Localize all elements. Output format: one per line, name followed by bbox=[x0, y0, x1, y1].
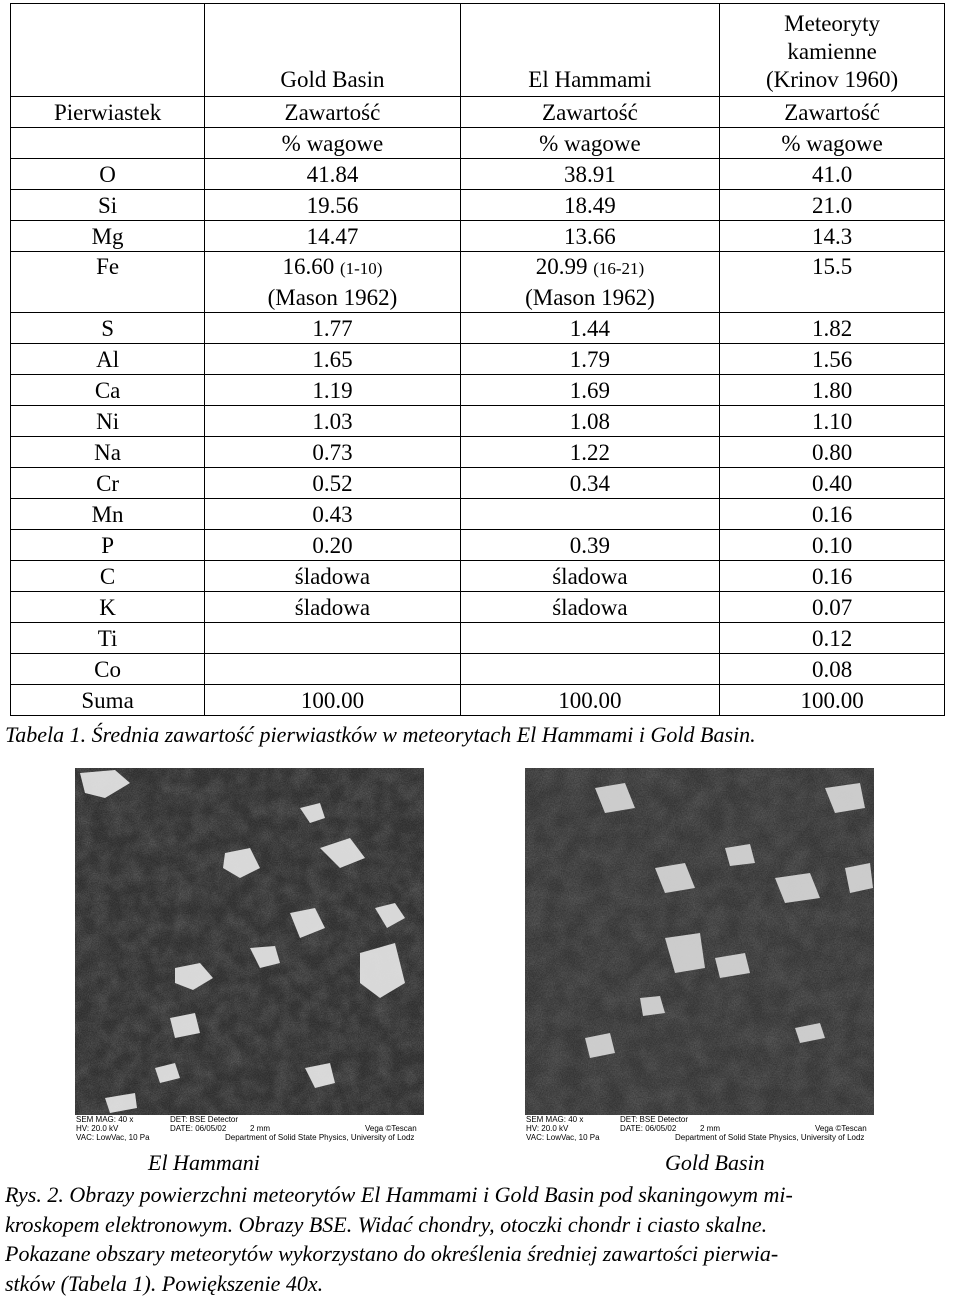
cell-hammami: 1.08 bbox=[460, 406, 719, 437]
sem-micrograph-right bbox=[525, 768, 874, 1143]
cell-element: C bbox=[11, 561, 205, 592]
table-row bbox=[11, 468, 945, 499]
cell-gold: 14.47 bbox=[205, 221, 461, 252]
sem-vac: VAC: LowVac, 10 Pa bbox=[526, 1133, 600, 1142]
cell-hammami bbox=[460, 654, 719, 685]
cell-gold bbox=[205, 654, 461, 685]
cell-gold: 0.20 bbox=[205, 530, 461, 561]
cell-krinov: 0.16 bbox=[720, 499, 945, 530]
sem-dept: Department of Solid State Physics, University of Lodz bbox=[225, 1133, 415, 1142]
table-row bbox=[11, 375, 945, 406]
table-header-row bbox=[11, 4, 945, 97]
cell-gold: 0.52 bbox=[205, 468, 461, 499]
sem-image-el-hammami bbox=[75, 768, 424, 1143]
cell-hammami: 1.22 bbox=[460, 437, 719, 468]
cell-element: Mg bbox=[11, 221, 205, 252]
sem-det: DET: BSE Detector bbox=[170, 1115, 239, 1124]
cell-krinov: 1.10 bbox=[720, 406, 945, 437]
subheader-unit-hammami: % wagowe bbox=[460, 128, 719, 159]
cell-krinov: 1.56 bbox=[720, 344, 945, 375]
sem-dept: Department of Solid State Physics, University of Lodz bbox=[675, 1133, 865, 1142]
cell-hammami: śladowa bbox=[460, 561, 719, 592]
figure-caption-line: Rys. 2. Obrazy powierzchni meteorytów El Hammami i Gold Basin pod skaningowym mi- bbox=[5, 1182, 793, 1207]
image-label-right: Gold Basin bbox=[665, 1150, 765, 1175]
cell-hammami bbox=[460, 499, 719, 530]
cell-hammami bbox=[460, 252, 719, 313]
table-caption: Tabela 1. Średnia zawartość pierwiastków w meteorytach El Hammami i Gold Basin. bbox=[5, 722, 756, 747]
cell-krinov: 0.08 bbox=[720, 654, 945, 685]
sem-info-bar-left bbox=[75, 1115, 424, 1143]
sem-scale: 2 mm bbox=[700, 1124, 720, 1133]
cell-element: K bbox=[11, 592, 205, 623]
table-row bbox=[11, 406, 945, 437]
cell-element: Mn bbox=[11, 499, 205, 530]
cell-element: Na bbox=[11, 437, 205, 468]
cell-krinov: 41.0 bbox=[720, 159, 945, 190]
sem-image-gold-basin bbox=[525, 768, 874, 1143]
header-krinov bbox=[720, 4, 945, 97]
cell-krinov: 14.3 bbox=[720, 221, 945, 252]
table-row bbox=[11, 190, 945, 221]
composition-table bbox=[10, 3, 945, 716]
table-row-fe bbox=[11, 252, 945, 313]
header-gold-basin: Gold Basin bbox=[205, 4, 461, 97]
sem-hv: HV: 20.0 kV bbox=[526, 1124, 569, 1133]
sem-mag: SEM MAG: 40 x bbox=[76, 1115, 134, 1124]
fe-hammami-ref: (Mason 1962) bbox=[525, 285, 655, 310]
sem-brand: Vega ©Tescan bbox=[815, 1124, 867, 1133]
sem-hv: HV: 20.0 kV bbox=[76, 1124, 119, 1133]
sem-date: DATE: 06/05/02 bbox=[170, 1124, 227, 1133]
cell-hammami: 18.49 bbox=[460, 190, 719, 221]
header-el-hammami: El Hammami bbox=[460, 4, 719, 97]
table-row bbox=[11, 654, 945, 685]
table-row bbox=[11, 530, 945, 561]
sem-scale: 2 mm bbox=[250, 1124, 270, 1133]
sem-det: DET: BSE Detector bbox=[620, 1115, 689, 1124]
subheader-row-unit bbox=[11, 128, 945, 159]
cell-element: Cr bbox=[11, 468, 205, 499]
cell-element: S bbox=[11, 313, 205, 344]
cell-krinov: 1.80 bbox=[720, 375, 945, 406]
header-krinov-line3: (Krinov 1960) bbox=[765, 67, 899, 92]
cell-hammami: 100.00 bbox=[460, 685, 719, 716]
sem-vac: VAC: LowVac, 10 Pa bbox=[76, 1133, 150, 1142]
cell-gold: 1.65 bbox=[205, 344, 461, 375]
fe-gold-value: 16.60 bbox=[282, 254, 335, 279]
cell-krinov: 15.5 bbox=[720, 252, 945, 313]
table-row bbox=[11, 499, 945, 530]
sem-date: DATE: 06/05/02 bbox=[620, 1124, 677, 1133]
image-label-left: El Hammani bbox=[148, 1150, 260, 1175]
cell-element: Al bbox=[11, 344, 205, 375]
table-row bbox=[11, 561, 945, 592]
cell-krinov: 0.16 bbox=[720, 561, 945, 592]
table-row-sum bbox=[11, 685, 945, 716]
cell-krinov: 1.82 bbox=[720, 313, 945, 344]
cell-element: Ca bbox=[11, 375, 205, 406]
cell-gold: 0.73 bbox=[205, 437, 461, 468]
table-row bbox=[11, 221, 945, 252]
sem-mag: SEM MAG: 40 x bbox=[526, 1115, 584, 1124]
fe-hammami-range: (16-21) bbox=[593, 259, 645, 278]
cell-element: Ni bbox=[11, 406, 205, 437]
subheader-unit-krinov: % wagowe bbox=[720, 128, 945, 159]
cell-gold: 41.84 bbox=[205, 159, 461, 190]
cell-gold bbox=[205, 252, 461, 313]
table-row bbox=[11, 592, 945, 623]
cell-hammami: 1.79 bbox=[460, 344, 719, 375]
cell-element: O bbox=[11, 159, 205, 190]
fe-hammami-value: 20.99 bbox=[535, 254, 588, 279]
cell-krinov: 100.00 bbox=[720, 685, 945, 716]
cell-hammami: 0.39 bbox=[460, 530, 719, 561]
cell-gold: 1.19 bbox=[205, 375, 461, 406]
cell-krinov: 0.40 bbox=[720, 468, 945, 499]
cell-element: Ti bbox=[11, 623, 205, 654]
cell-gold: 19.56 bbox=[205, 190, 461, 221]
subheader-empty bbox=[11, 128, 205, 159]
cell-hammami: 0.34 bbox=[460, 468, 719, 499]
table-row bbox=[11, 344, 945, 375]
table-row bbox=[11, 437, 945, 468]
cell-hammami: 13.66 bbox=[460, 221, 719, 252]
cell-hammami bbox=[460, 623, 719, 654]
cell-gold bbox=[205, 623, 461, 654]
subheader-content-hammami: Zawartość bbox=[460, 97, 719, 128]
cell-element: Fe bbox=[11, 252, 205, 313]
table-row bbox=[11, 313, 945, 344]
fe-gold-range: (1-10) bbox=[339, 259, 383, 278]
cell-hammami: 38.91 bbox=[460, 159, 719, 190]
cell-element: Si bbox=[11, 190, 205, 221]
cell-gold: 100.00 bbox=[205, 685, 461, 716]
header-empty-cell bbox=[11, 4, 205, 97]
figure-caption-line: kroskopem elektronowym. Obrazy BSE. Widać chondry, otoczki chondr i ciasto skalne. bbox=[5, 1211, 768, 1237]
figure-caption-line: Pokazane obszary meteorytów wykorzystano do określenia średniej zawartości pierwia- bbox=[5, 1241, 779, 1266]
cell-gold: 1.77 bbox=[205, 313, 461, 344]
cell-krinov: 0.12 bbox=[720, 623, 945, 654]
cell-gold: śladowa bbox=[205, 592, 461, 623]
figure-caption bbox=[5, 1180, 955, 1298]
cell-krinov: 0.80 bbox=[720, 437, 945, 468]
figure-caption-line: stków (Tabela 1). Powiększenie 40x. bbox=[5, 1270, 324, 1296]
cell-krinov: 0.07 bbox=[720, 592, 945, 623]
subheader-element-label: Pierwiastek bbox=[11, 97, 205, 128]
cell-element: Suma bbox=[11, 685, 205, 716]
cell-krinov: 21.0 bbox=[720, 190, 945, 221]
subheader-content-gold: Zawartość bbox=[205, 97, 461, 128]
subheader-content-krinov: Zawartość bbox=[720, 97, 945, 128]
sem-info-bar-right bbox=[525, 1115, 874, 1143]
sem-brand: Vega ©Tescan bbox=[365, 1124, 417, 1133]
header-krinov-line1: Meteoryty bbox=[784, 11, 880, 36]
cell-hammami: śladowa bbox=[460, 592, 719, 623]
sem-micrograph-left bbox=[75, 768, 424, 1143]
table-row bbox=[11, 159, 945, 190]
cell-gold: 1.03 bbox=[205, 406, 461, 437]
cell-krinov: 0.10 bbox=[720, 530, 945, 561]
cell-element: Co bbox=[11, 654, 205, 685]
cell-gold: śladowa bbox=[205, 561, 461, 592]
cell-gold: 0.43 bbox=[205, 499, 461, 530]
cell-element: P bbox=[11, 530, 205, 561]
subheader-row-content bbox=[11, 97, 945, 128]
subheader-unit-gold: % wagowe bbox=[205, 128, 461, 159]
fe-gold-ref: (Mason 1962) bbox=[267, 285, 398, 310]
table-row bbox=[11, 623, 945, 654]
cell-hammami: 1.69 bbox=[460, 375, 719, 406]
cell-hammami: 1.44 bbox=[460, 313, 719, 344]
header-krinov-line2: kamienne bbox=[787, 39, 877, 64]
